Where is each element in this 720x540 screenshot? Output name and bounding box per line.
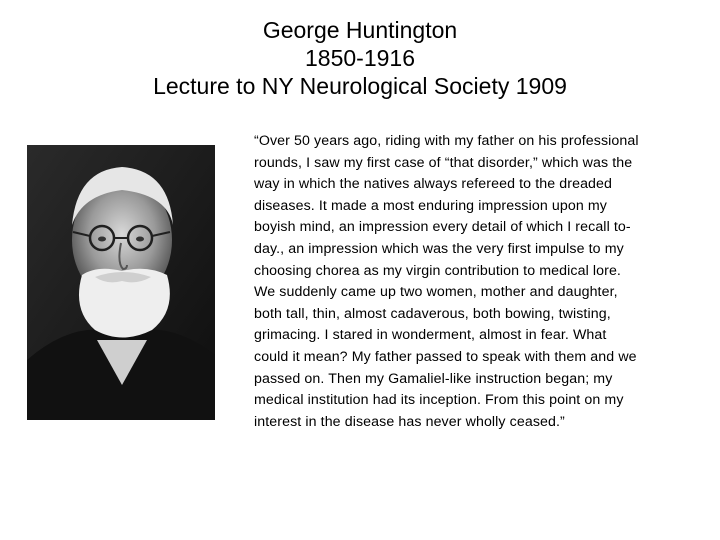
title-subtitle: Lecture to NY Neurological Society 1909 [153,73,567,99]
portrait-illustration [27,145,215,420]
title-years: 1850-1916 [305,45,415,71]
slide-title [0,16,720,100]
portrait-photo [27,145,215,420]
lecture-quote: “Over 50 years ago, riding with my father on his professional rounds, I saw my first case of “that disorder,” which was the way in which the natives always refereed to the dreaded diseases. It made a most enduring impression upon my boyish mind, an impression every detail of which I recall to- day., an impression which was the very first impulse to my choosing chorea as my virgin contribution to medical lore. We suddenly came up two women, mother and daughter, both tall, thin, almost cadaverous, both bowing, twisting, grimacing. I stared in wonderment, almost in fear. What could it mean? My father passed to speak with them and we passed on. Then my Gamaliel-like instruction began; my medical institution had its inception. From this point on my interest in the disease has never wholly ceased.” [254,133,639,430]
title-name: George Huntington [262,17,458,43]
